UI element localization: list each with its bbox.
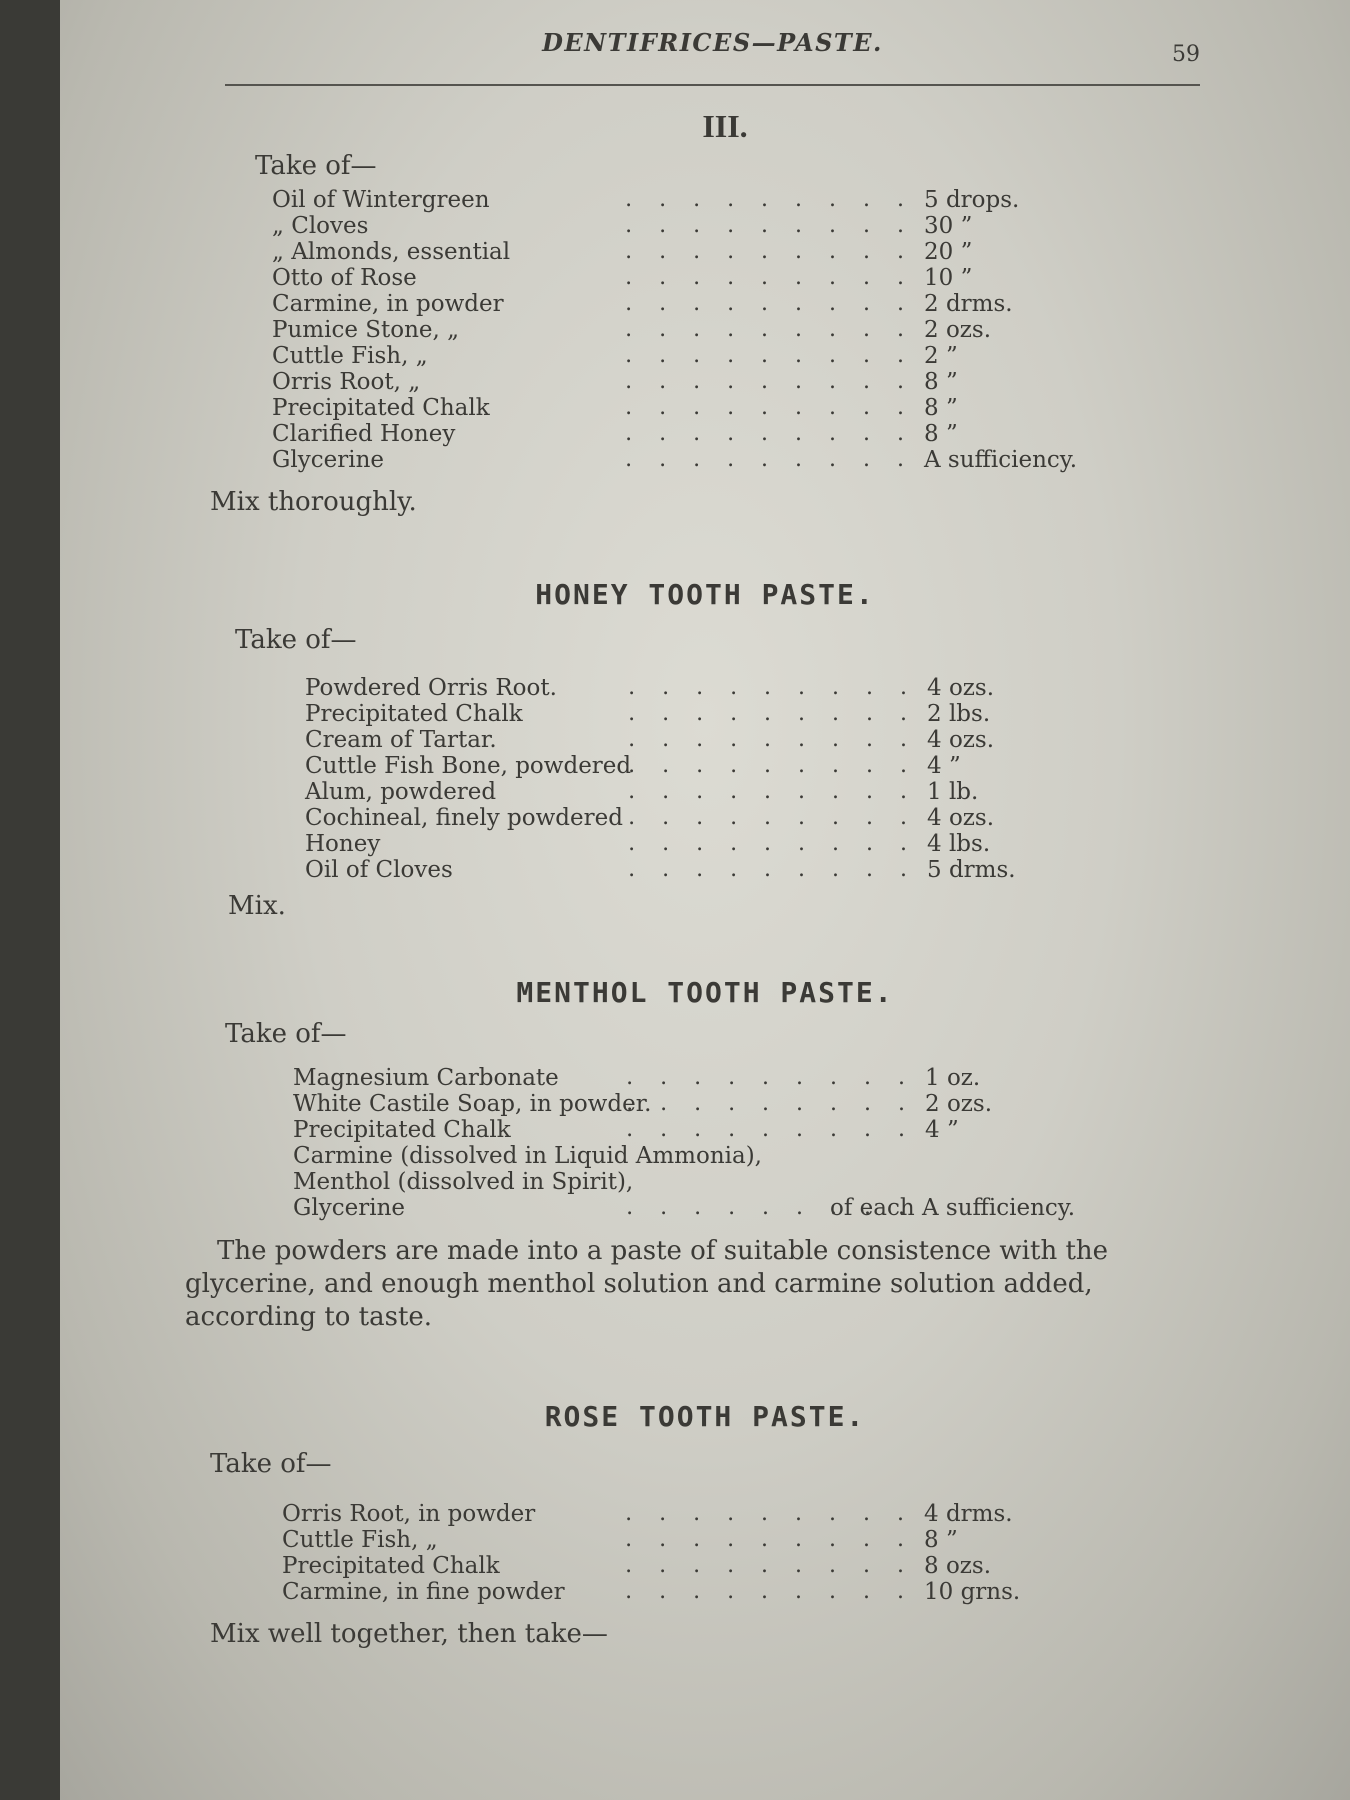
ingredient-name: Cuttle Fish, „ <box>272 343 428 369</box>
ingredient-row <box>272 187 1350 213</box>
mix-note: Mix. <box>228 891 286 921</box>
ingredient-row <box>293 1195 1350 1221</box>
ingredient-quantity: 4 ” <box>927 753 961 779</box>
leader-dots: . . . . . . . . . <box>625 369 904 394</box>
ingredient-name: White Castile Soap, in powder. <box>293 1091 652 1117</box>
ingredient-name: „ Almonds, essential <box>272 239 511 265</box>
ingredient-quantity: 8 ” <box>924 421 958 447</box>
leader-dots: . . . . . . . . . <box>625 447 904 472</box>
leader-dots: . . . . . . . . . <box>628 675 907 700</box>
mix-note: Mix well together, then take— <box>210 1619 608 1649</box>
ingredient-row <box>293 1169 1350 1195</box>
ingredient-quantity: A sufficiency. <box>924 447 1078 473</box>
ingredient-name: Menthol (dissolved in Spirit), <box>293 1169 634 1195</box>
ingredient-quantity: 2 ozs. <box>925 1091 993 1117</box>
ingredient-name: Precipitated Chalk <box>272 395 490 421</box>
ingredient-quantity: 4 ozs. <box>927 805 995 831</box>
ingredient-quantity: 4 ” <box>925 1117 959 1143</box>
ingredient-quantity: 8 ” <box>924 395 958 421</box>
book-page <box>60 0 1350 1800</box>
ingredient-name: Precipitated Chalk <box>282 1553 500 1579</box>
leader-dots: . . . . . . . . . <box>626 1091 905 1116</box>
ingredient-row <box>293 1065 1350 1091</box>
leader-dots: . . . . . . . . . <box>628 805 907 830</box>
ingredient-name: Cuttle Fish Bone, powdered <box>305 753 632 779</box>
ingredient-row <box>272 317 1350 343</box>
preparation-paragraph: The powders are made into a paste of suitable consistence with the glycerine, and enough menthol solution and carmine solution added, according to taste. <box>185 1236 1109 1332</box>
rose-tooth-paste <box>60 1400 1350 1649</box>
ingredient-quantity: 20 ” <box>924 239 973 265</box>
leader-dots: . . . . . . . . . <box>626 1065 905 1090</box>
ingredient-row <box>282 1527 1350 1553</box>
ingredient-name: Precipitated Chalk <box>293 1117 511 1143</box>
ingredient-name: Magnesium Carbonate <box>293 1065 559 1091</box>
ingredient-row <box>272 291 1350 317</box>
mix-note: Mix thoroughly. <box>210 487 417 517</box>
ingredient-name: Glycerine <box>293 1195 405 1221</box>
ingredient-row <box>293 1117 1350 1143</box>
ingredient-quantity: 8 ” <box>924 369 958 395</box>
honey-tooth-paste <box>60 578 1350 921</box>
ingredient-quantity: 1 lb. <box>927 779 979 805</box>
ingredient-quantity: 4 drms. <box>924 1501 1013 1527</box>
take-of-label: Take of— <box>225 1019 347 1049</box>
ingredient-quantity: 4 ozs. <box>927 727 995 753</box>
ingredient-name: Glycerine <box>272 447 384 473</box>
leader-dots: . . . . . . . . . <box>628 857 907 882</box>
ingredient-row <box>272 395 1350 421</box>
ingredient-quantity: 2 ” <box>924 343 958 369</box>
ingredient-quantity: 10 grns. <box>924 1579 1021 1605</box>
ingredient-row <box>272 265 1350 291</box>
leader-dots: . . . . . . . . . <box>625 1501 904 1526</box>
ingredient-name: Powdered Orris Root. <box>305 675 557 701</box>
leader-dots: . . . . . . . . . <box>625 1553 904 1578</box>
ingredient-row <box>293 1091 1350 1117</box>
leader-dots: . . . . . . . . . <box>625 265 904 290</box>
section-title: HONEY TOOTH PASTE. <box>535 578 875 611</box>
ingredient-row <box>282 1553 1350 1579</box>
ingredient-quantity: 2 lbs. <box>927 701 991 727</box>
ingredient-name: Pumice Stone, „ <box>272 317 460 343</box>
ingredient-row <box>305 857 1350 883</box>
leader-dots: . . . . . . . . . <box>626 1195 905 1220</box>
ingredient-quantity: 5 drms. <box>927 857 1016 883</box>
ingredient-row <box>293 1143 1350 1169</box>
ingredient-row <box>272 369 1350 395</box>
recipe-iii <box>60 108 1350 517</box>
ingredient-row <box>305 727 1350 753</box>
leader-dots: . . . . . . . . . <box>625 291 904 316</box>
ingredient-name: Oil of Cloves <box>305 857 453 883</box>
section-title: ROSE TOOTH PASTE. <box>544 1400 866 1433</box>
ingredient-row <box>272 447 1350 473</box>
ingredient-list <box>305 675 1350 883</box>
leader-dots: . . . . . . . . . <box>625 213 904 238</box>
ingredient-row <box>305 753 1350 779</box>
ingredient-row <box>272 239 1350 265</box>
ingredient-quantity: 5 drops. <box>924 187 1020 213</box>
page-number: 59 <box>1172 42 1200 67</box>
ingredient-name: Orris Root, in powder <box>282 1501 536 1527</box>
leader-dots: . . . . . . . . . <box>625 239 904 264</box>
ingredient-name: Honey <box>305 831 381 857</box>
leader-dots: . . . . . . . . . <box>625 343 904 368</box>
section-title: MENTHOL TOOTH PASTE. <box>516 976 894 1009</box>
leader-dots: . . . . . . . . . <box>625 1579 904 1604</box>
ingredient-quantity: 8 ” <box>924 1527 958 1553</box>
ingredient-row <box>305 701 1350 727</box>
section-title: III. <box>702 108 748 144</box>
ingredient-name: Otto of Rose <box>272 265 417 291</box>
take-of-label: Take of— <box>210 1449 332 1479</box>
leader-dots: . . . . . . . . . <box>625 421 904 446</box>
ingredient-name: Cream of Tartar. <box>305 727 497 753</box>
leader-dots: . . . . . . . . . <box>628 753 907 778</box>
ingredient-name: Carmine, in powder <box>272 291 504 317</box>
leader-dots: . . . . . . . . . <box>628 701 907 726</box>
running-title: DENTIFRICES—PASTE. <box>542 28 883 57</box>
leader-dots: . . . . . . . . . <box>628 727 907 752</box>
ingredient-name: Orris Root, „ <box>272 369 421 395</box>
ingredient-name: Alum, powdered <box>305 779 497 805</box>
ingredient-quantity: 10 ” <box>924 265 973 291</box>
menthol-tooth-paste <box>60 976 1350 1334</box>
ingredient-quantity: 4 lbs. <box>927 831 991 857</box>
ingredient-name: Cuttle Fish, „ <box>282 1527 438 1553</box>
ingredient-row <box>305 805 1350 831</box>
ingredient-name: Carmine (dissolved in Liquid Ammonia), <box>293 1143 762 1169</box>
ingredient-row <box>272 213 1350 239</box>
leader-dots: . . . . . . . . . <box>626 1117 905 1142</box>
ingredient-quantity: 2 ozs. <box>924 317 992 343</box>
ingredient-list <box>282 1501 1350 1605</box>
ingredient-row <box>305 831 1350 857</box>
ingredient-quantity: 30 ” <box>924 213 973 239</box>
ingredient-row <box>272 343 1350 369</box>
ingredient-quantity: 2 drms. <box>924 291 1013 317</box>
ingredient-name: Clarified Honey <box>272 421 456 447</box>
leader-dots: . . . . . . . . . <box>628 831 907 856</box>
leader-dots: . . . . . . . . . <box>625 317 904 342</box>
ingredient-list <box>293 1065 1350 1221</box>
ingredient-name: Carmine, in fine powder <box>282 1579 565 1605</box>
ingredient-quantity: of each A sufficiency. <box>830 1195 1076 1221</box>
ingredient-quantity: 4 ozs. <box>927 675 995 701</box>
ingredient-row <box>305 675 1350 701</box>
page-header <box>225 28 1200 86</box>
ingredient-quantity: 8 ozs. <box>924 1553 992 1579</box>
ingredient-name: Oil of Wintergreen <box>272 187 490 213</box>
ingredient-name: Precipitated Chalk <box>305 701 523 727</box>
leader-dots: . . . . . . . . . <box>625 1527 904 1552</box>
ingredient-row <box>305 779 1350 805</box>
ingredient-row <box>282 1501 1350 1527</box>
leader-dots: . . . . . . . . . <box>628 779 907 804</box>
ingredient-list <box>272 187 1350 473</box>
leader-dots: . . . . . . . . . <box>625 187 904 212</box>
ingredient-row <box>272 421 1350 447</box>
ingredient-name: „ Cloves <box>272 213 369 239</box>
leader-dots: . . . . . . . . . <box>625 395 904 420</box>
ingredient-quantity: 1 oz. <box>925 1065 981 1091</box>
ingredient-name: Cochineal, finely powdered <box>305 805 623 831</box>
take-of-label: Take of— <box>235 625 357 655</box>
ingredient-row <box>282 1579 1350 1605</box>
take-of-label: Take of— <box>255 151 377 181</box>
